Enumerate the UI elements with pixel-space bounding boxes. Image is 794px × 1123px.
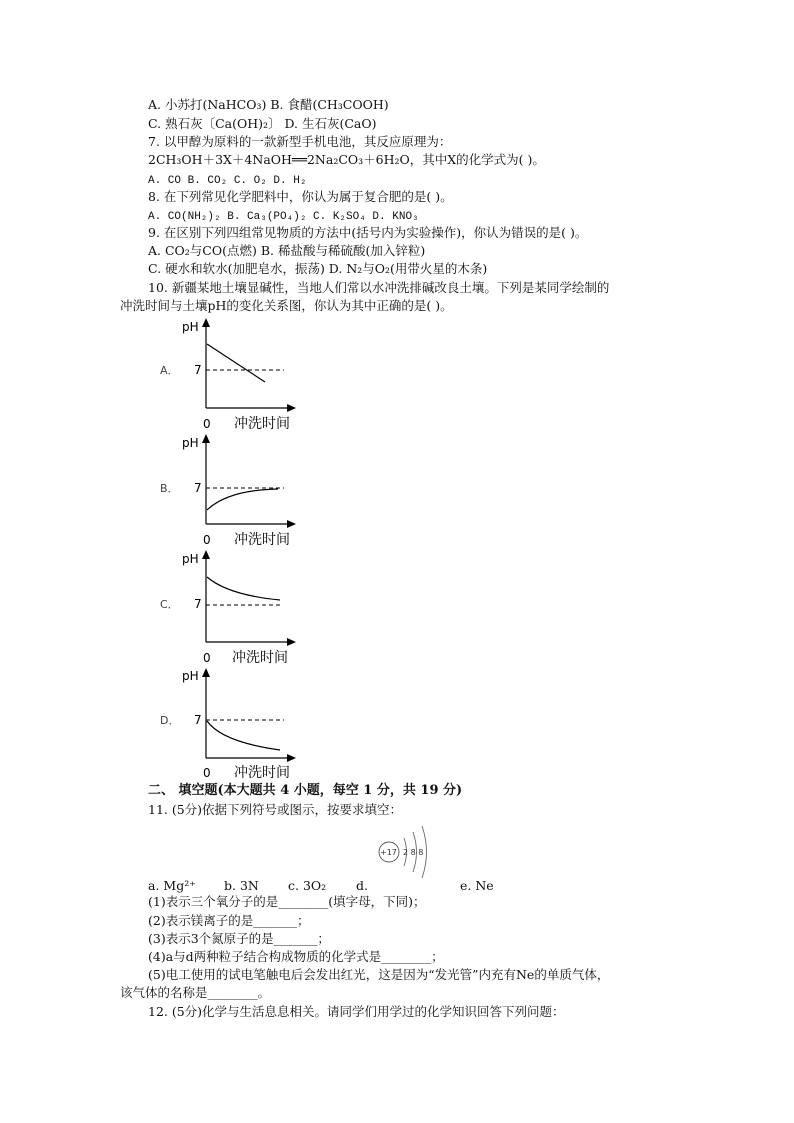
graph-a-ylabel: pH bbox=[182, 320, 199, 334]
q11-option-a: a. Mg²⁺ bbox=[148, 878, 196, 893]
graph-b-curve bbox=[207, 489, 278, 510]
q11-option-b: b. 3N bbox=[224, 878, 259, 893]
graph-a-curve bbox=[207, 344, 265, 382]
q10-stem-line1: 10. 新疆某地土壤显碱性，当地人们常以水冲洗排碱改良土壤。下列是某同学绘制的 bbox=[148, 280, 610, 295]
q12-stem: 12. (5分)化学与生活息息相关。请同学们用学过的化学知识回答下列问题： bbox=[148, 1004, 565, 1019]
q9-options-line2: C. 硬水和软水(加肥皂水，振荡) D. N₂与O₂(用带火星的木条) bbox=[148, 261, 488, 276]
graph-a-y-arrow bbox=[202, 318, 210, 327]
graph-c-seven: 7 bbox=[194, 597, 202, 611]
q11-sub5-line2: 该气体的名称是________。 bbox=[120, 985, 271, 1000]
graph-a-seven: 7 bbox=[194, 363, 202, 377]
graph-b-origin: 0 bbox=[203, 533, 211, 547]
graph-option-a bbox=[150, 316, 310, 434]
graph-c-y-arrow bbox=[202, 550, 210, 559]
q11-sub3: (3)表示3个氮原子的是_______； bbox=[148, 931, 330, 946]
graph-d-xlabel: 冲洗时间 bbox=[234, 765, 290, 781]
graph-d-option-label: D． bbox=[160, 714, 180, 727]
graph-d-seven: 7 bbox=[194, 713, 202, 727]
graph-d-ylabel: pH bbox=[182, 669, 199, 683]
section-2-heading: 二、 填空题(本大题共 4 小题，每空 1 分，共 19 分) bbox=[148, 783, 463, 798]
graph-b-xlabel: 冲洗时间 bbox=[234, 532, 290, 548]
q11-stem: 11. (5分)依据下列符号或图示，按要求填空： bbox=[148, 802, 403, 817]
graph-option-c bbox=[150, 548, 310, 666]
graph-c-curve bbox=[207, 577, 280, 600]
graph-option-d bbox=[150, 664, 310, 782]
graph-c-ylabel: pH bbox=[182, 552, 199, 566]
q11-sub2: (2)表示镁离子的是_______； bbox=[148, 913, 310, 928]
graph-d-curve bbox=[207, 721, 280, 750]
q9-options-line1: A. CO₂与CO(点燃) B. 稀盐酸与稀硫酸(加入锌粒) bbox=[148, 243, 426, 258]
graph-b-ylabel: pH bbox=[182, 436, 199, 450]
graph-b-y-arrow bbox=[202, 434, 210, 443]
q6-options-line2: C. 熟石灰〔Ca(OH)₂〕 D. 生石灰(CaO) bbox=[148, 116, 377, 131]
q11-sub4: (4)a与d两种粒子结合构成物质的化学式是________； bbox=[148, 949, 444, 964]
q7-equation: 2CH₃OH＋3X＋4NaOH══2Na₂CO₃＋6H₂O，其中X的化学式为( )。 bbox=[148, 152, 545, 167]
graph-b-x-arrow bbox=[287, 520, 296, 528]
atom-structure-diagram bbox=[376, 820, 436, 880]
graph-d-y-arrow bbox=[202, 668, 210, 677]
q11-option-c: c. 3O₂ bbox=[288, 878, 327, 893]
q8-options: A. CO(NH₂)₂ B. Ca₃(PO₄)₂ C. K₂SO₄ D. KNO₃ bbox=[148, 211, 419, 223]
graph-d-origin: 0 bbox=[203, 766, 211, 780]
graph-c-xlabel: 冲洗时间 bbox=[232, 650, 288, 666]
graph-b-seven: 7 bbox=[194, 481, 202, 495]
graph-option-b bbox=[150, 432, 310, 550]
graph-a-option-label: A． bbox=[160, 364, 179, 377]
q6-options-line1: A. 小苏打(NaHCO₃) B. 食醋(CH₃COOH) bbox=[148, 97, 389, 112]
q7-options: A. CO B. CO₂ C. O₂ D. H₂ bbox=[148, 175, 307, 187]
graph-b-option-label: B． bbox=[160, 482, 179, 495]
q11-sub5-line1: (5)电工使用的试电笔触电后会发出红光，这是因为“发光管”内充有Ne的单质气体， bbox=[148, 967, 610, 982]
q9-stem: 9. 在区别下列四组常见物质的方法中(括号内为实验操作)，你认为错误的是( )。 bbox=[148, 225, 588, 240]
graph-a-x-arrow bbox=[287, 404, 296, 412]
nucleus-charge: +17 bbox=[380, 848, 397, 857]
q11-option-e: e. Ne bbox=[460, 878, 494, 893]
graph-c-option-label: C． bbox=[160, 598, 179, 611]
graph-a-origin: 0 bbox=[203, 417, 211, 431]
q11-sub1: (1)表示三个氧分子的是________(填字母，下同)； bbox=[148, 894, 426, 909]
electron-counts: 2 8 8 bbox=[403, 848, 424, 857]
graph-c-origin: 0 bbox=[203, 651, 211, 665]
graph-a-xlabel: 冲洗时间 bbox=[234, 416, 290, 432]
graph-d-x-arrow bbox=[287, 754, 296, 762]
q8-stem: 8. 在下列常见化学肥料中，你认为属于复合肥的是( )。 bbox=[148, 189, 453, 204]
q7-stem: 7. 以甲醇为原料的一款新型手机电池，其反应原理为： bbox=[148, 134, 452, 149]
q11-option-d: d. bbox=[356, 878, 368, 893]
graph-c-x-arrow bbox=[287, 638, 296, 646]
q10-stem-line2: 冲洗时间与土壤pH的变化关系图，你认为其中正确的是( )。 bbox=[120, 298, 453, 313]
